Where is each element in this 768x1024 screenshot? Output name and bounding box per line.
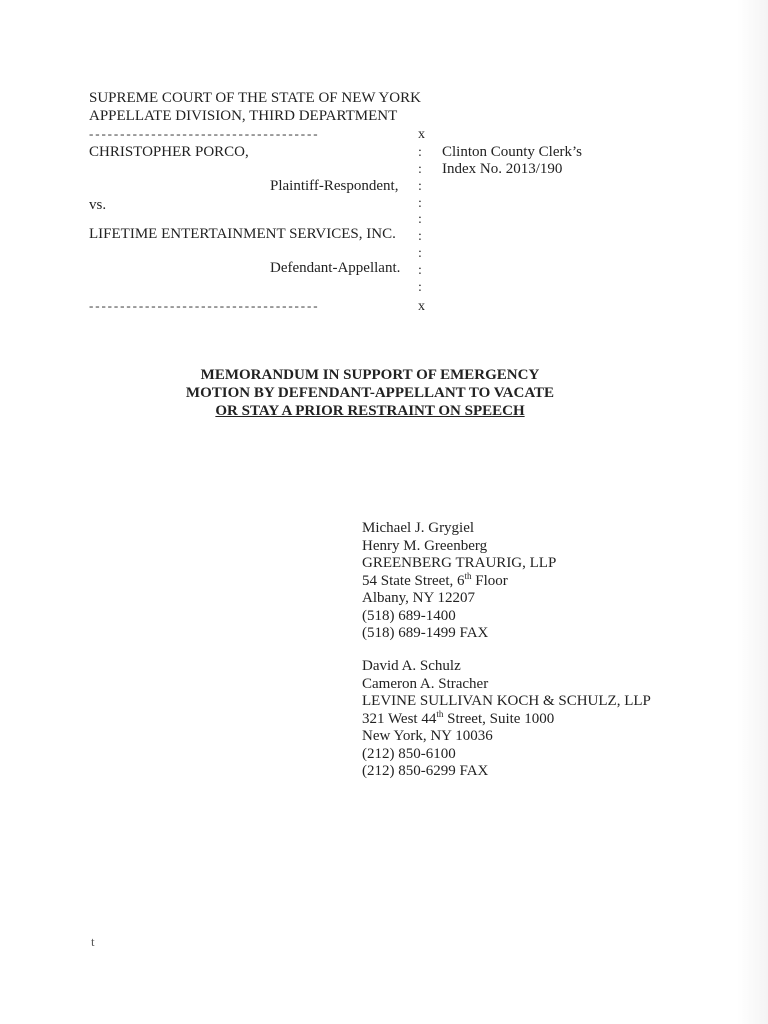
- defendant-name: LIFETIME ENTERTAINMENT SERVICES, INC.: [89, 226, 396, 242]
- colon: :: [418, 280, 422, 295]
- court-name: SUPREME COURT OF THE STATE OF NEW YORK: [89, 90, 421, 106]
- versus-label: vs.: [89, 197, 107, 213]
- caption-bottom-rule: -------------------------------------: [89, 298, 320, 313]
- colon: :: [418, 179, 422, 194]
- plaintiff-name: CHRISTOPHER PORCO,: [89, 144, 249, 160]
- colon: :: [418, 229, 422, 244]
- colon: :: [418, 145, 422, 160]
- index-number: Index No. 2013/190: [442, 161, 563, 177]
- attorney-name: Henry M. Greenberg: [362, 537, 488, 554]
- caption-bottom-x: x: [418, 299, 425, 314]
- counsel-block-levine: [362, 658, 651, 781]
- court-division: APPELLATE DIVISION, THIRD DEPARTMENT: [89, 108, 398, 124]
- memo-title-line-3: OR STAY A PRIOR RESTRAINT ON SPEECH: [215, 403, 525, 419]
- firm-phone: (518) 689-1400: [362, 607, 456, 624]
- attorney-name: Michael J. Grygiel: [362, 520, 475, 536]
- law-firm-name: LEVINE SULLIVAN KOCH & SCHULZ, LLP: [362, 693, 651, 709]
- colon: :: [418, 246, 422, 261]
- law-firm-name: GREENBERG TRAURIG, LLP: [362, 555, 557, 571]
- colon: :: [418, 196, 422, 211]
- defendant-role: Defendant-Appellant.: [270, 260, 401, 276]
- footer-mark: t: [91, 934, 95, 949]
- firm-fax: (518) 689-1499 FAX: [362, 625, 489, 641]
- attorney-name: David A. Schulz: [362, 658, 461, 674]
- memo-title: [150, 366, 590, 420]
- firm-city: New York, NY 10036: [362, 728, 493, 744]
- colon: :: [418, 263, 422, 278]
- firm-phone: (212) 850-6100: [362, 745, 456, 762]
- memo-title-line-2: MOTION BY DEFENDANT-APPELLANT TO VACATE: [185, 385, 555, 401]
- firm-street-address: 321 West 44th Street, Suite 1000: [362, 708, 555, 727]
- firm-street-address: 54 State Street, 6th Floor: [362, 570, 508, 589]
- firm-city: Albany, NY 12207: [362, 590, 476, 606]
- attorney-name: Cameron A. Stracher: [362, 675, 489, 692]
- firm-fax: (212) 850-6299 FAX: [362, 763, 489, 779]
- colon: :: [418, 212, 422, 227]
- colon: :: [418, 162, 422, 177]
- caption-top-rule: -------------------------------------: [89, 126, 320, 141]
- memo-title-line-1: MEMORANDUM IN SUPPORT OF EMERGENCY: [200, 367, 540, 383]
- clerk-label: Clinton County Clerk’s: [442, 144, 583, 160]
- caption-top-x: x: [418, 127, 425, 142]
- plaintiff-role: Plaintiff-Respondent,: [270, 178, 399, 194]
- counsel-block-greenberg: [362, 520, 556, 643]
